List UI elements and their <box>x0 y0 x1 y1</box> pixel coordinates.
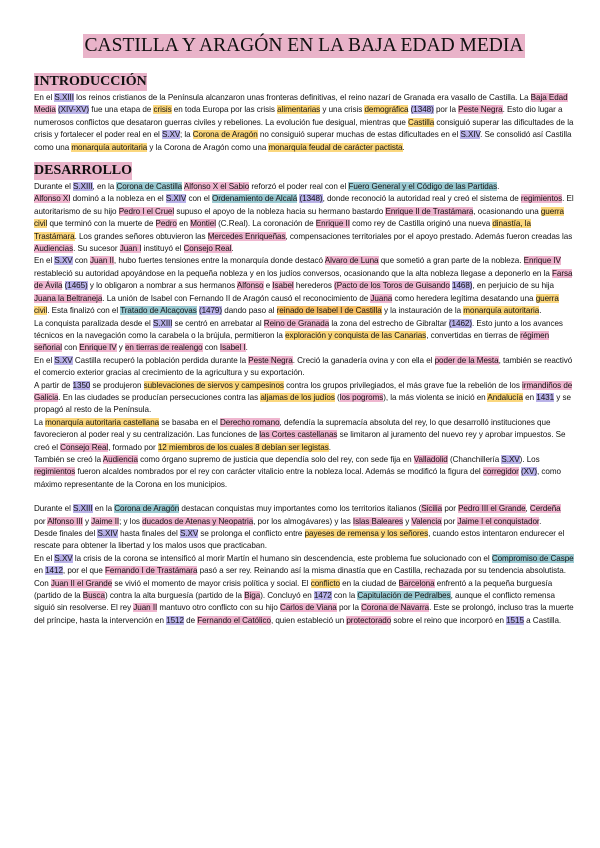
highlight-pink: Cerdeña <box>529 504 561 514</box>
text-run: en <box>522 392 537 402</box>
text-run: la crisis de la corona se intensificó al morir Martín el humano sin descendencia, este problema fue solucionado con el <box>72 553 492 563</box>
highlight-violet: (1479) <box>198 306 223 316</box>
text-run: En el <box>34 553 55 563</box>
highlight-teal: Compromiso de Caspe <box>491 553 574 563</box>
highlight-violet: 1350 <box>72 380 91 390</box>
text-run: se prolonga el conflicto entre <box>198 529 305 538</box>
text-run: . Se consolidó así Castilla como una <box>34 130 572 152</box>
text-run: con <box>72 256 90 266</box>
text-run: se basaba en el <box>159 417 220 427</box>
text-run: . <box>402 142 405 152</box>
text-run: . Su sucesor <box>73 244 120 254</box>
highlight-pink: Fernando I de Trastámara <box>105 566 198 576</box>
highlight-pink: Jaime II <box>91 516 120 526</box>
text-run: . <box>539 516 542 526</box>
highlight-pink: Valencia <box>411 516 442 526</box>
paragraph-introduccion <box>34 92 574 154</box>
text-run: En el <box>34 355 55 365</box>
highlight-pink: Derecho romano <box>219 417 280 427</box>
text-run: como heredera legítima desatando una <box>392 293 536 303</box>
text-run: enfrentó a la pequeña burguesía (partido de la <box>34 578 553 601</box>
highlight-pink: Valladolid <box>413 454 448 464</box>
highlight-pink: Fernando el Católico <box>197 615 271 625</box>
highlight-pink: Juan II <box>89 256 114 266</box>
highlight-violet: (XV) <box>521 467 538 477</box>
highlight-pink: Juan II <box>133 603 158 613</box>
text-run: por la <box>336 603 362 613</box>
highlight-teal: Tratado de Alcaçovas <box>120 306 197 316</box>
text-run: ), la más violenta se inició en <box>383 392 488 402</box>
text-run: . El autoritarismo de su hijo <box>34 194 574 216</box>
paragraph-desarrollo-aragon <box>34 503 574 627</box>
highlight-pink: Pedro III el Grande <box>458 504 526 514</box>
text-run: También se creó la <box>34 454 103 464</box>
text-run: en la <box>92 504 115 514</box>
text-run: . <box>539 306 542 316</box>
highlight-pink: Isabel <box>272 281 294 291</box>
highlight-violet: S.XV <box>54 355 73 365</box>
highlight-pink: Farsa de Ávila <box>34 268 573 291</box>
text-run: La conquista paralizada desde el <box>34 318 153 328</box>
highlight-pink: Enrique II de Trastámara <box>385 206 474 216</box>
text-run: . Los grandes señores obtuvieron las <box>74 231 208 241</box>
highlight-pink: Pedro I el Cruel <box>118 206 175 216</box>
highlight-pink: Juan I <box>119 244 142 254</box>
text-run: y lo obligaron a nombrar a sus hermanos <box>87 281 237 291</box>
highlight-pink: Peste Negra <box>248 355 293 365</box>
highlight-pink: régimen señorial <box>34 330 550 353</box>
highlight-yellow: Corona de Aragón <box>192 130 258 140</box>
text-run: Desde finales del <box>34 529 98 538</box>
text-run: de <box>183 615 198 625</box>
highlight-yellow: alimentarias <box>277 105 321 115</box>
text-run: con la <box>331 591 358 601</box>
text-run: , ocasionando una <box>473 206 541 216</box>
highlight-violet: S.XIII <box>152 318 173 328</box>
highlight-pink: Pedro <box>155 219 177 229</box>
text-run: , quien estableció un <box>270 615 347 625</box>
highlight-yellow: guerra civil <box>34 293 559 316</box>
text-run: La <box>34 417 46 427</box>
text-run: sobre el reino que incorporó en <box>391 615 507 625</box>
highlight-violet: (1348) <box>410 105 434 115</box>
text-run: en <box>34 566 46 576</box>
text-run: , formado por <box>108 442 158 452</box>
text-run: , en la <box>92 182 117 192</box>
text-run: fue una etapa de <box>89 105 154 115</box>
text-run: como órgano supremo de justicia que dependía solo del rey, con sede fija en <box>137 454 414 464</box>
text-run: , defendía la supremacía absoluta del rey, lo que desarrolló instituciones que favorecieron al poder real y su centralización. Las funciones de <box>34 417 551 440</box>
text-run: . Este se prolongó, incluso tras la muerte del príncipe, hasta la intervención en <box>34 603 574 625</box>
highlight-violet: S.XV <box>54 553 73 563</box>
text-run: y <box>403 516 412 526</box>
highlight-yellow: payeses de remensa y los señores <box>304 529 429 538</box>
highlight-pink: Reino de Granada <box>263 318 330 328</box>
text-run: Castilla recuperó la población perdida durante la <box>72 355 249 365</box>
text-run: y la Corona de Aragón como una <box>147 142 269 152</box>
text-run: en toda Europa por las crisis <box>171 105 278 115</box>
text-run: fueron alcaldes nombrados por el rey con carácter vitalicio entre la nobleza local. Además se modificó la figura del <box>75 467 483 477</box>
highlight-pink: los pogroms <box>339 392 384 402</box>
highlight-pink: Busca <box>82 591 105 601</box>
highlight-pink: Montiel <box>190 219 216 229</box>
highlight-pink: Juana <box>370 293 393 303</box>
highlight-violet: 1468) <box>452 281 473 291</box>
highlight-violet: S.XIV <box>460 130 481 140</box>
highlight-pink: Alfonso <box>236 281 264 291</box>
highlight-pink: Carlos de Viana <box>280 603 337 613</box>
highlight-teal: Fuero General y el Código de las Partidas <box>348 182 498 192</box>
text-run: con <box>61 343 80 353</box>
text-run: por <box>34 516 48 526</box>
highlight-pink: regimientos <box>34 467 76 477</box>
highlight-pink: protectorado <box>346 615 392 625</box>
highlight-pink: Audiencia <box>102 454 138 464</box>
text-run: que terminó con la muerte de <box>47 219 156 229</box>
text-run: e <box>263 281 273 291</box>
highlight-pink: (Pacto de los Toros de Guisando <box>334 281 450 291</box>
text-run: ) contra la alta burguesía (partido de la <box>105 591 245 601</box>
highlight-yellow: Castilla <box>408 117 435 127</box>
highlight-pink: Islas Baleares <box>352 516 404 526</box>
highlight-violet: S.XIV <box>165 194 187 204</box>
text-run: a Castilla. <box>523 615 562 625</box>
highlight-violet: S.XIII <box>54 93 74 102</box>
highlight-violet: S.XV <box>54 256 73 266</box>
highlight-violet: S.XIII <box>73 504 93 514</box>
text-run: con el <box>186 194 212 204</box>
highlight-pink: ducados de Atenas y Neopatria <box>142 516 254 526</box>
highlight-pink: Audiencias <box>34 244 74 254</box>
section-heading-introduccion: INTRODUCCIÓN <box>34 74 147 89</box>
document-title: CASTILLA Y ARAGÓN EN LA BAJA EDAD MEDIA <box>84 35 524 56</box>
highlight-pink: Juan II el Grande <box>50 578 113 588</box>
highlight-yellow: exploración y conquista de las Canarias <box>285 330 427 340</box>
paragraph-desarrollo-castilla <box>34 181 574 491</box>
section-introduccion <box>34 72 574 91</box>
text-run: , como máximo representante de la Corona en los municipios. <box>34 467 562 489</box>
highlight-pink: Jaime I el conquistador <box>457 516 540 526</box>
text-run: dando paso al <box>222 306 277 316</box>
highlight-pink: Enrique IV <box>79 343 117 353</box>
text-run: en la ciudad de <box>339 578 399 588</box>
highlight-violet: 1431 <box>536 392 555 402</box>
text-run: Con <box>34 578 51 588</box>
text-run: en <box>176 219 191 229</box>
text-run: con <box>202 343 220 353</box>
text-run: , cuando estos intentaron endurecer el rescate para obtener la libertad y los malos usos que practicaban. <box>34 529 565 551</box>
highlight-pink: Mercedes Enriqueñas <box>207 231 286 241</box>
text-run: y se propagó al resto de la Península. <box>34 392 571 415</box>
highlight-pink: Alvaro de Luna <box>324 256 379 266</box>
text-run: la zona del estrecho de Gibraltar <box>329 318 449 328</box>
highlight-yellow: guerra civil <box>34 206 564 229</box>
text-run: , por los almogávares) y las <box>253 516 353 526</box>
highlight-teal: Ordenamiento de Alcalá <box>211 194 298 204</box>
highlight-pink: Baja Edad Media <box>34 93 568 115</box>
highlight-pink: Isabel I <box>219 343 246 353</box>
text-run: mantuvo otro conflicto con su hijo <box>157 603 281 613</box>
section-desarrollo <box>34 161 574 180</box>
text-run: En el <box>34 256 55 266</box>
highlight-pink: Sicilia <box>421 504 443 514</box>
text-run: restableció su autoridad apoyándose en la pequeña nobleza y en los judíos conversos, ocasionando que la alta nobleza llegase a deponerlo en la <box>34 268 552 278</box>
text-run: , por el que <box>62 566 106 576</box>
highlight-violet: (1462) <box>448 318 472 328</box>
highlight-violet: 1512 <box>166 615 184 625</box>
highlight-pink: Alfonso III <box>47 516 83 526</box>
highlight-pink: Alfonso XI <box>34 194 71 204</box>
text-run: , <box>525 504 530 514</box>
text-run: hasta finales del <box>117 529 180 538</box>
text-run: , aunque el conflicto remensa siguió sin resolverse. El rey <box>34 591 555 613</box>
highlight-pink: Consejo Real <box>60 442 109 452</box>
text-run: se vivió el momento de mayor crisis política y social. El <box>112 578 311 588</box>
text-run: (C.Real). La coronación de <box>215 219 316 229</box>
text-run: y la instauración de la <box>381 306 464 316</box>
text-run: herederos <box>293 281 335 291</box>
text-run: . <box>497 182 500 192</box>
text-run: y <box>82 516 92 526</box>
text-run: que sometió a gran parte de la nobleza. <box>378 256 524 266</box>
text-run: contra los grupos privilegiados, el más grave fue la rebelión de los <box>283 380 523 390</box>
text-run: . En las ciudades se producían persecuciones contra las <box>58 392 261 402</box>
highlight-teal: Corona de Castilla <box>116 182 183 192</box>
highlight-violet: S.XV <box>162 130 180 140</box>
text-run: no consiguió superar muchas de estas dificultades en el <box>257 130 461 140</box>
text-run: . Esto junto a los avances técnicos en la navegación como la carabela o la brújula, permitieron la <box>34 318 563 340</box>
text-run: y una crisis <box>320 105 365 115</box>
text-run: por <box>441 516 458 526</box>
text-run: consiguió superar las dificultades de la crisis y fortalecer el poder real en el <box>34 117 574 140</box>
text-run: . Creció la ganadería ovina y con ella el <box>292 355 435 365</box>
highlight-pink: Biga <box>244 591 261 601</box>
highlight-yellow: 12 miembros de los cuales 8 debían ser legistas <box>157 442 329 452</box>
highlight-violet: (XIV-XV) <box>58 105 90 115</box>
highlight-pink: irmandiños de Galicia <box>34 380 573 402</box>
highlight-violet: S.XIII <box>73 182 93 192</box>
highlight-pink: regimientos <box>520 194 563 204</box>
highlight-orange: reinado de Isabel I de Castilla <box>276 306 382 316</box>
highlight-pink: corregidor <box>482 467 519 477</box>
text-run: . La unión de Isabel con Fernando II de Aragón causó el reconocimiento de <box>102 293 371 303</box>
text-run: supuso el apoyo de la nobleza hacia su hermano bastardo <box>174 206 386 216</box>
highlight-pink: poder de la Mesta <box>434 355 499 365</box>
highlight-violet: 1472 <box>313 591 332 601</box>
highlight-yellow: Andalucía <box>487 392 523 402</box>
text-run: ). Concluyó en <box>260 591 314 601</box>
text-run: A partir de <box>34 380 73 390</box>
text-run: pasó a ser rey. Reinando así la misma dinastía que en Castilla, rechazada por su tendencia absolutista. <box>197 566 566 576</box>
highlight-violet: (1465) <box>64 281 88 291</box>
text-run: y <box>116 343 125 353</box>
text-run: . <box>328 442 331 452</box>
text-run: , también se reactivó el comercio exterior gracias al crecimiento de la agricultura y su exportación. <box>34 355 573 378</box>
highlight-yellow: sublevaciones de siervos y campesinos <box>143 380 284 390</box>
highlight-violet: 1515 <box>506 615 524 625</box>
highlight-pink: Consejo Real <box>183 244 232 254</box>
text-run: , hubo fuertes tensiones entre la monarquía donde destacó <box>113 256 325 266</box>
highlight-yellow: monarquía autoritaria <box>463 306 540 316</box>
highlight-yellow: dinastía, la Trastámara <box>34 219 531 241</box>
highlight-yellow: conflicto <box>310 578 340 588</box>
highlight-yellow: demográfica <box>364 105 409 115</box>
text-run: . Esto dio lugar a numerosos conflictos que desataron guerras civiles y rebeliones. La evolución fue desigual, mientras que <box>34 105 563 127</box>
highlight-teal: Capitulación de Pedralbes <box>357 591 451 601</box>
highlight-teal: Corona de Aragón <box>114 504 180 514</box>
highlight-violet: S.XV <box>179 529 199 538</box>
text-run: Durante el <box>34 504 74 514</box>
highlight-pink: en tierras de realengo <box>124 343 203 353</box>
text-run: , compensaciones territoriales por el apoyo prestado. Además fueron creadas las <box>285 231 573 241</box>
text-run: ( <box>334 392 340 402</box>
text-run: instituyó el <box>141 244 184 254</box>
text-run: reforzó el poder real con el <box>249 182 349 192</box>
highlight-pink: las Cortes castellanas <box>259 430 338 440</box>
highlight-pink: Juana la Beltraneja <box>34 293 103 303</box>
highlight-pink: Enrique II <box>315 219 350 229</box>
highlight-pink: Alfonso X el Sabio <box>183 182 250 192</box>
highlight-pink: Enrique IV <box>523 256 561 266</box>
text-run: . Esta finalizó con el <box>47 306 121 316</box>
text-run: por <box>442 504 459 514</box>
text-run: Durante el <box>34 182 74 192</box>
text-run: , en perjuicio de su hija <box>472 281 555 291</box>
highlight-pink: Barcelona <box>398 578 435 588</box>
highlight-violet: 1412 <box>45 566 63 576</box>
highlight-violet: S.XV <box>501 454 520 464</box>
text-run: como rey de Castilla originó una nueva <box>349 219 493 229</box>
text-run: . <box>245 343 248 353</box>
highlight-yellow: monarquía feudal de carácter pactista <box>268 142 403 152</box>
highlight-violet: S.XIV <box>97 529 118 538</box>
text-run: se produjeron <box>90 380 144 390</box>
highlight-pink: Corona de Navarra <box>361 603 430 613</box>
text-run: ). Los <box>519 454 540 464</box>
text-run: , donde reconoció la autoridad real y creó el sistema de <box>322 194 521 204</box>
highlight-yellow: aljamas de los judíos <box>260 392 335 402</box>
highlight-pink: Peste Negra <box>458 105 503 115</box>
section-heading-desarrollo: DESARROLLO <box>34 163 133 179</box>
text-run: se limitaron al juramento del nuevo rey y aprobar impuestos. Se creó el <box>34 430 566 452</box>
text-run: se centró en arrebatar al <box>172 318 264 328</box>
text-run: dominó a la nobleza en el <box>70 194 166 204</box>
text-run: ; y los <box>119 516 143 526</box>
text-run: los reinos cristianos de la Península alcanzaron unas fronteras definitivas, el reino nazarí de Granada era vasallo de Castilla. La <box>73 93 531 102</box>
highlight-violet: (1348) <box>299 194 323 204</box>
text-run: , convertidas en tierras de <box>426 330 521 340</box>
text-run: destacan conquistas muy importantes como los territorios italianos ( <box>179 504 422 514</box>
text-run: . <box>231 244 234 254</box>
highlight-yellow: monarquía autoritaria <box>71 142 148 152</box>
text-run: por la <box>433 105 459 115</box>
text-run: (Chanchillería <box>447 454 502 464</box>
text-run: En el <box>34 93 55 102</box>
highlight-yellow: monarquía autoritaria castellana <box>45 417 160 427</box>
text-run: ; la <box>179 130 193 140</box>
highlight-yellow: crisis <box>153 105 172 115</box>
